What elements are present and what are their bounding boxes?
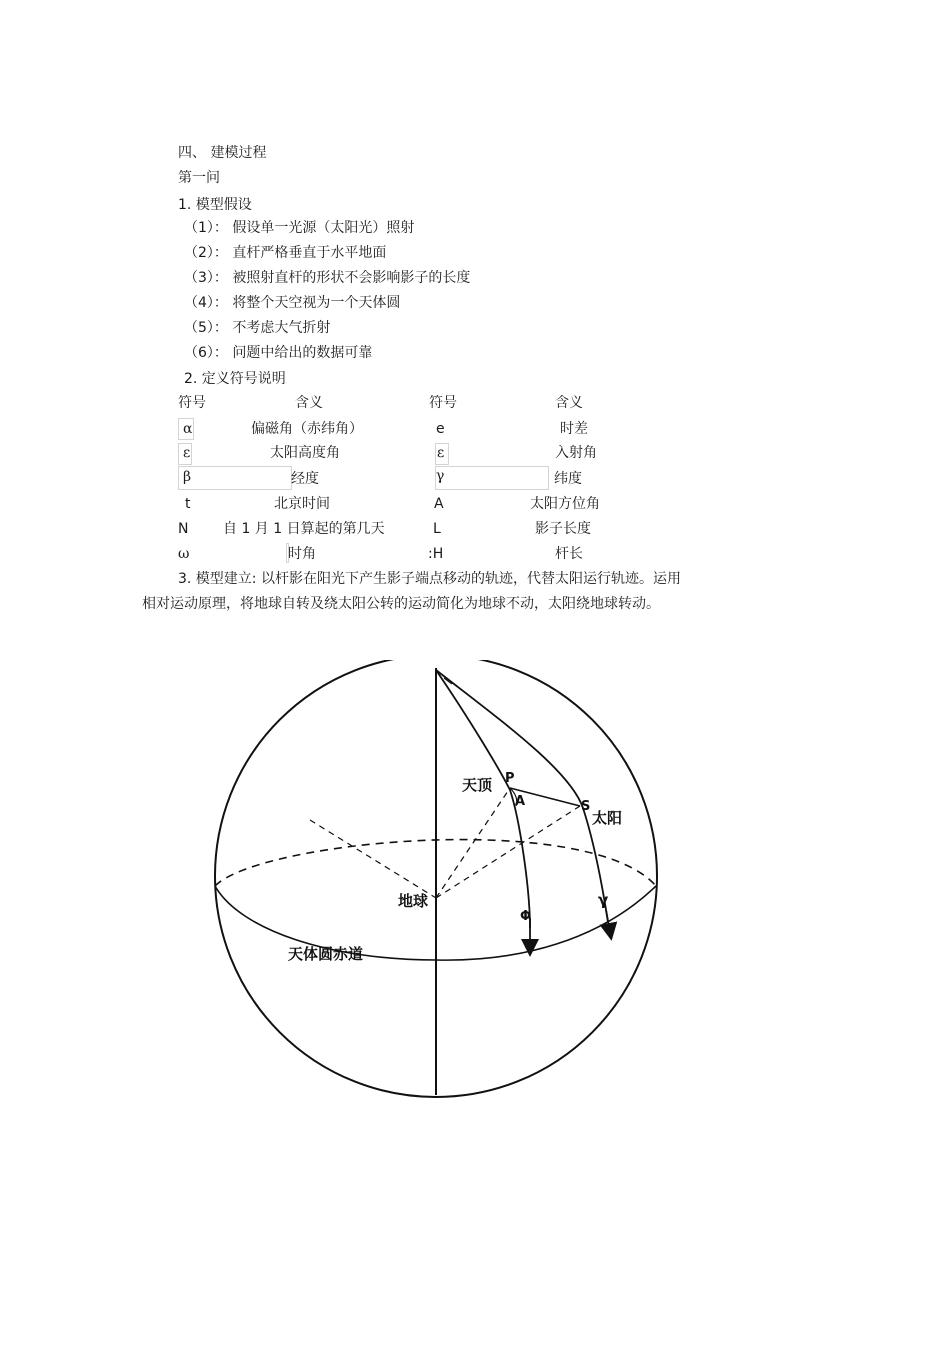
- meaning-cell: 入射角: [555, 445, 597, 461]
- phi-label: Φ: [520, 909, 532, 924]
- meaning-cell: 杆长: [555, 546, 583, 562]
- symbol-cell: L: [433, 521, 441, 537]
- assumption-item: （5）： 不考虑大气折射: [184, 320, 331, 336]
- meaning-cell: 经度: [291, 471, 319, 487]
- assumption-item: （1）： 假设单一光源（太阳光）照射: [184, 220, 415, 236]
- zenith-label: 天顶: [462, 776, 493, 794]
- table-cell-border: [178, 466, 292, 490]
- meaning-cell: 影子长度: [535, 521, 591, 537]
- assumptions-heading: 1. 模型假设: [178, 197, 252, 213]
- symbol-cell: γ: [436, 468, 445, 484]
- meaning-cell: 太阳高度角: [270, 445, 340, 461]
- sun-label: 太阳: [592, 809, 623, 827]
- table-header: 符号: [178, 395, 206, 411]
- meaning-cell: 时角: [288, 546, 316, 562]
- meaning-cell: 北京时间: [274, 496, 330, 512]
- symbol-cell: t: [185, 496, 191, 512]
- symbol-cell: ε: [183, 445, 191, 461]
- meaning-cell: 时差: [560, 421, 588, 437]
- table-header: 含义: [555, 395, 583, 411]
- symbol-cell: N: [178, 521, 189, 537]
- section-title: 四、 建模过程: [178, 145, 267, 161]
- symbol-cell: β: [183, 469, 192, 485]
- meaning-cell: 太阳方位角: [530, 496, 600, 512]
- earth-to-zenith-line: [436, 788, 510, 898]
- assumption-item: （4）： 将整个天空视为一个天体圆: [184, 295, 401, 311]
- point-a-label: A: [515, 794, 526, 809]
- celestial-sphere-diagram: [200, 660, 670, 1100]
- meaning-cell: 偏磁角（赤纬角）: [251, 421, 363, 437]
- point-s-label: S: [581, 799, 591, 814]
- symbol-cell: ω: [178, 546, 190, 562]
- symbol-cell: α: [183, 421, 193, 437]
- assumption-item: （6）： 问题中给出的数据可靠: [184, 345, 373, 361]
- symbols-heading: 2. 定义符号说明: [184, 371, 286, 387]
- symbol-cell: :H: [428, 546, 444, 562]
- equator-label: 天体圆赤道: [288, 945, 364, 963]
- point-p-label: P: [505, 771, 515, 786]
- meaning-cell: 自 1 月 1 日算起的第几天: [223, 521, 385, 537]
- table-header: 含义: [295, 395, 323, 411]
- earth-label: 地球: [398, 892, 429, 910]
- question-label: 第一问: [178, 170, 220, 186]
- symbol-cell: A: [434, 496, 444, 512]
- symbol-cell: ε: [437, 445, 445, 461]
- model-paragraph-line2: 相对运动原理，将地球自转及绕太阳公转的运动简化为地球不动，太阳绕地球转动。: [142, 596, 660, 612]
- table-cell-border: [435, 466, 549, 490]
- meaning-cell: 纬度: [554, 471, 582, 487]
- assumption-item: （2）： 直杆严格垂直于水平地面: [184, 245, 387, 261]
- symbol-cell: e: [436, 421, 445, 437]
- earth-back-line: [310, 820, 436, 898]
- assumption-item: （3）： 被照射直杆的形状不会影响影子的长度: [184, 270, 471, 286]
- gamma-label: γ: [598, 891, 609, 909]
- earth-to-sun-line: [436, 806, 580, 898]
- model-paragraph-line1: 3. 模型建立: 以杆影在阳光下产生影子端点移动的轨迹，代替太阳运行轨迹。运用: [178, 571, 681, 587]
- table-header: 符号: [429, 395, 457, 411]
